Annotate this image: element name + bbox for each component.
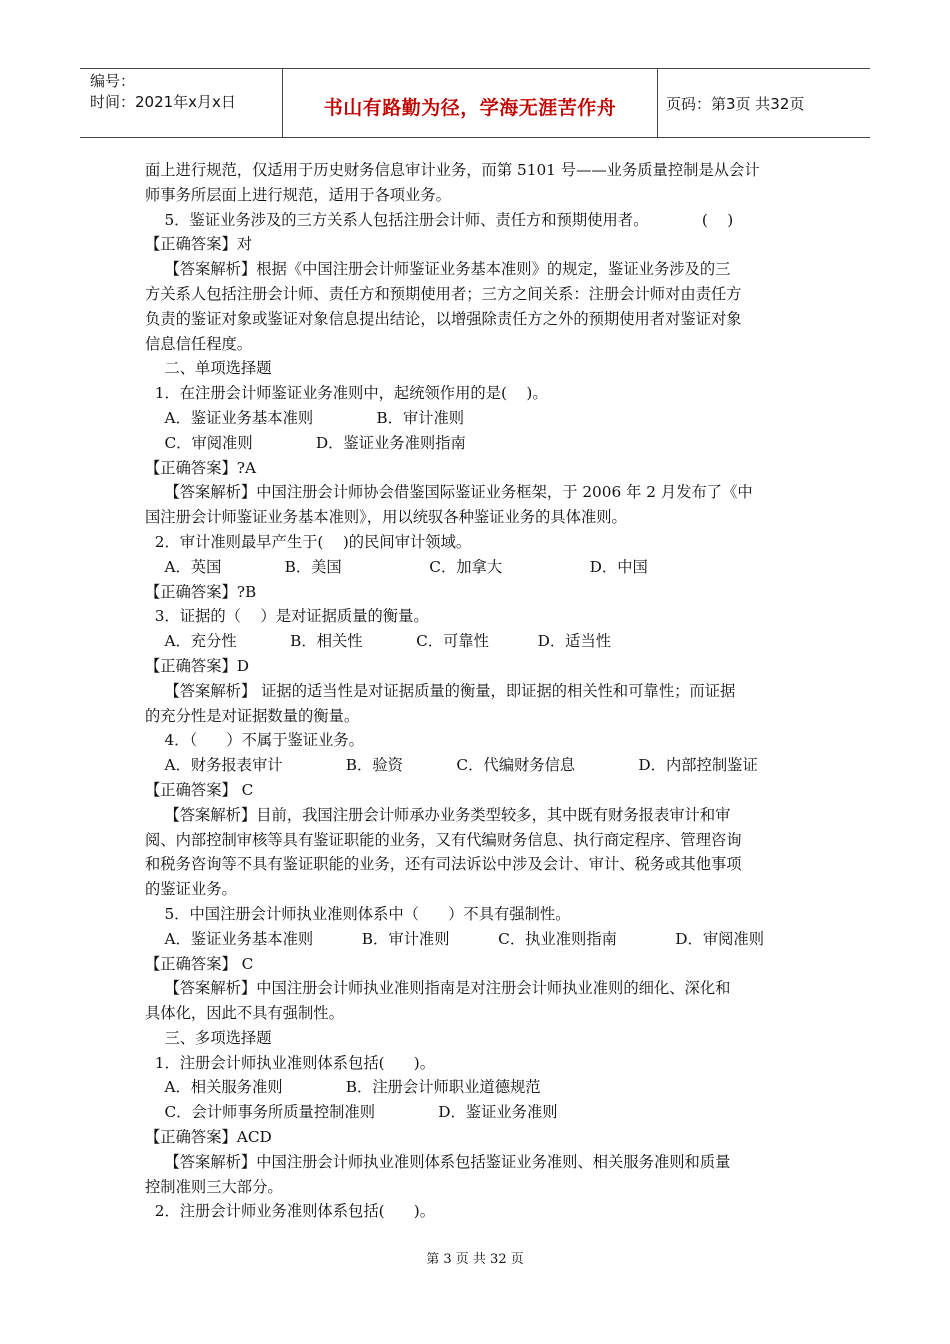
text-line: 【正确答案】ACD — [145, 1128, 272, 1147]
text-line: 4．（ ）不属于鉴证业务。 — [145, 731, 364, 750]
document-number-label: 编号： — [90, 72, 136, 90]
text-line: 负责的鉴证对象或鉴证对象信息提出结论，以增强除责任方之外的预期使用者对鉴证对象 — [145, 309, 742, 328]
text-line: 二、单项选择题 — [145, 359, 272, 378]
text-line: 控制准则三大部分。 — [145, 1177, 283, 1196]
text-line: 【答案解析】中国注册会计师协会借鉴国际鉴证业务框架，于 2006 年 2 月发布了《中 — [145, 483, 753, 502]
text-line: 方关系人包括注册会计师、责任方和预期使用者；三方之间关系：注册会计师对由责任方 — [145, 284, 742, 303]
text-line: 3．证据的（ ）是对证据质量的衡量。 — [145, 607, 429, 626]
text-line: 面上进行规范，仅适用于历史财务信息审计业务，而第 5101 号——业务质量控制是从会计 — [145, 161, 760, 179]
header-motto-cell — [282, 69, 658, 137]
text-line: C．审阅准则 D．鉴证业务准则指南 — [145, 433, 466, 452]
header-motto: 书山有路勤为径，学海无涯苦作舟 — [323, 97, 617, 119]
text-line: 5．鉴证业务涉及的三方关系人包括注册会计师、责任方和预期使用者。 ( ) — [145, 210, 734, 229]
text-line: 【正确答案】?B — [145, 582, 257, 601]
text-line: 【正确答案】D — [145, 656, 250, 675]
text-line: 的充分性是对证据数量的衡量。 — [145, 706, 360, 725]
text-line: 【正确答案】 C — [145, 954, 254, 973]
text-line: 三、多项选择题 — [145, 1028, 272, 1047]
text-line: 【答案解析】根据《中国注册会计师鉴证业务基本准则》的规定，鉴证业务涉及的三 — [145, 260, 731, 279]
text-line: 师事务所层面上进行规范，适用于各项业务。 — [145, 185, 451, 204]
text-line: A．鉴证业务基本准则 B．审计准则 — [145, 408, 465, 427]
text-line: A．充分性 B．相关性 C．可靠性 D．适当性 — [145, 632, 612, 651]
text-line: 1．在注册会计师鉴证业务准则中，起统领作用的是( )。 — [145, 384, 548, 403]
text-line: 国注册会计师鉴证业务基本准则》，用以统驭各种鉴证业务的具体准则。 — [145, 508, 627, 527]
header-page-info: 页码：第3页 共32页 — [666, 95, 805, 113]
text-line: C．会计师事务所质量控制准则 D．鉴证业务准则 — [145, 1103, 558, 1122]
text-line: 2．注册会计师业务准则体系包括( )。 — [145, 1202, 436, 1221]
text-line: 具体化，因此不具有强制性。 — [145, 1004, 344, 1023]
page-footer: 第 3 页 共 32 页 — [426, 1252, 524, 1267]
text-line: 【答案解析】中国注册会计师执业准则体系包括鉴证业务准则、相关服务准则和质量 — [145, 1152, 731, 1171]
text-line: 【答案解析】中国注册会计师执业准则指南是对注册会计师执业准则的细化、深化和 — [145, 979, 731, 998]
text-line: A．英国 B．美国 C．加拿大 D．中国 — [145, 557, 648, 576]
text-line: A．鉴证业务基本准则 B．审计准则 C．执业准则指南 D．审阅准则 — [145, 929, 765, 948]
text-line: 2．审计准则最早产生于( )的民间审计领域。 — [145, 532, 472, 551]
text-line: 【正确答案】 C — [145, 780, 254, 799]
text-line: 【正确答案】?A — [145, 458, 257, 477]
text-line: 的鉴证业务。 — [145, 880, 237, 899]
text-line: A．财务报表审计 B．验资 C．代编财务信息 D．内部控制鉴证 — [145, 756, 758, 775]
document-body — [145, 158, 810, 1224]
text-line: 【答案解析】目前，我国注册会计师承办业务类型较多，其中既有财务报表审计和审 — [145, 805, 731, 824]
text-line: 和税务咨询等不具有鉴证职能的业务，还有司法诉讼中涉及会计、审计、税务或其他事项 — [145, 855, 742, 874]
text-line: 【正确答案】对 — [145, 235, 253, 254]
document-date: 时间：2021年x月x日 — [90, 93, 236, 111]
text-line: 5．中国注册会计师执业准则体系中（ ）不具有强制性。 — [145, 904, 571, 923]
page-header — [80, 68, 870, 138]
text-line: 【答案解析】 证据的适当性是对证据质量的衡量，即证据的相关性和可靠性；而证据 — [145, 681, 736, 700]
text-line: A．相关服务准则 B．注册会计师职业道德规范 — [145, 1078, 541, 1097]
text-line: 信息信任程度。 — [145, 334, 253, 353]
text-line: 1．注册会计师执业准则体系包括( )。 — [145, 1053, 436, 1072]
header-meta — [80, 69, 282, 137]
text-line: 阅、内部控制审核等具有鉴证职能的业务，又有代编财务信息、执行商定程序、管理咨询 — [145, 830, 742, 849]
